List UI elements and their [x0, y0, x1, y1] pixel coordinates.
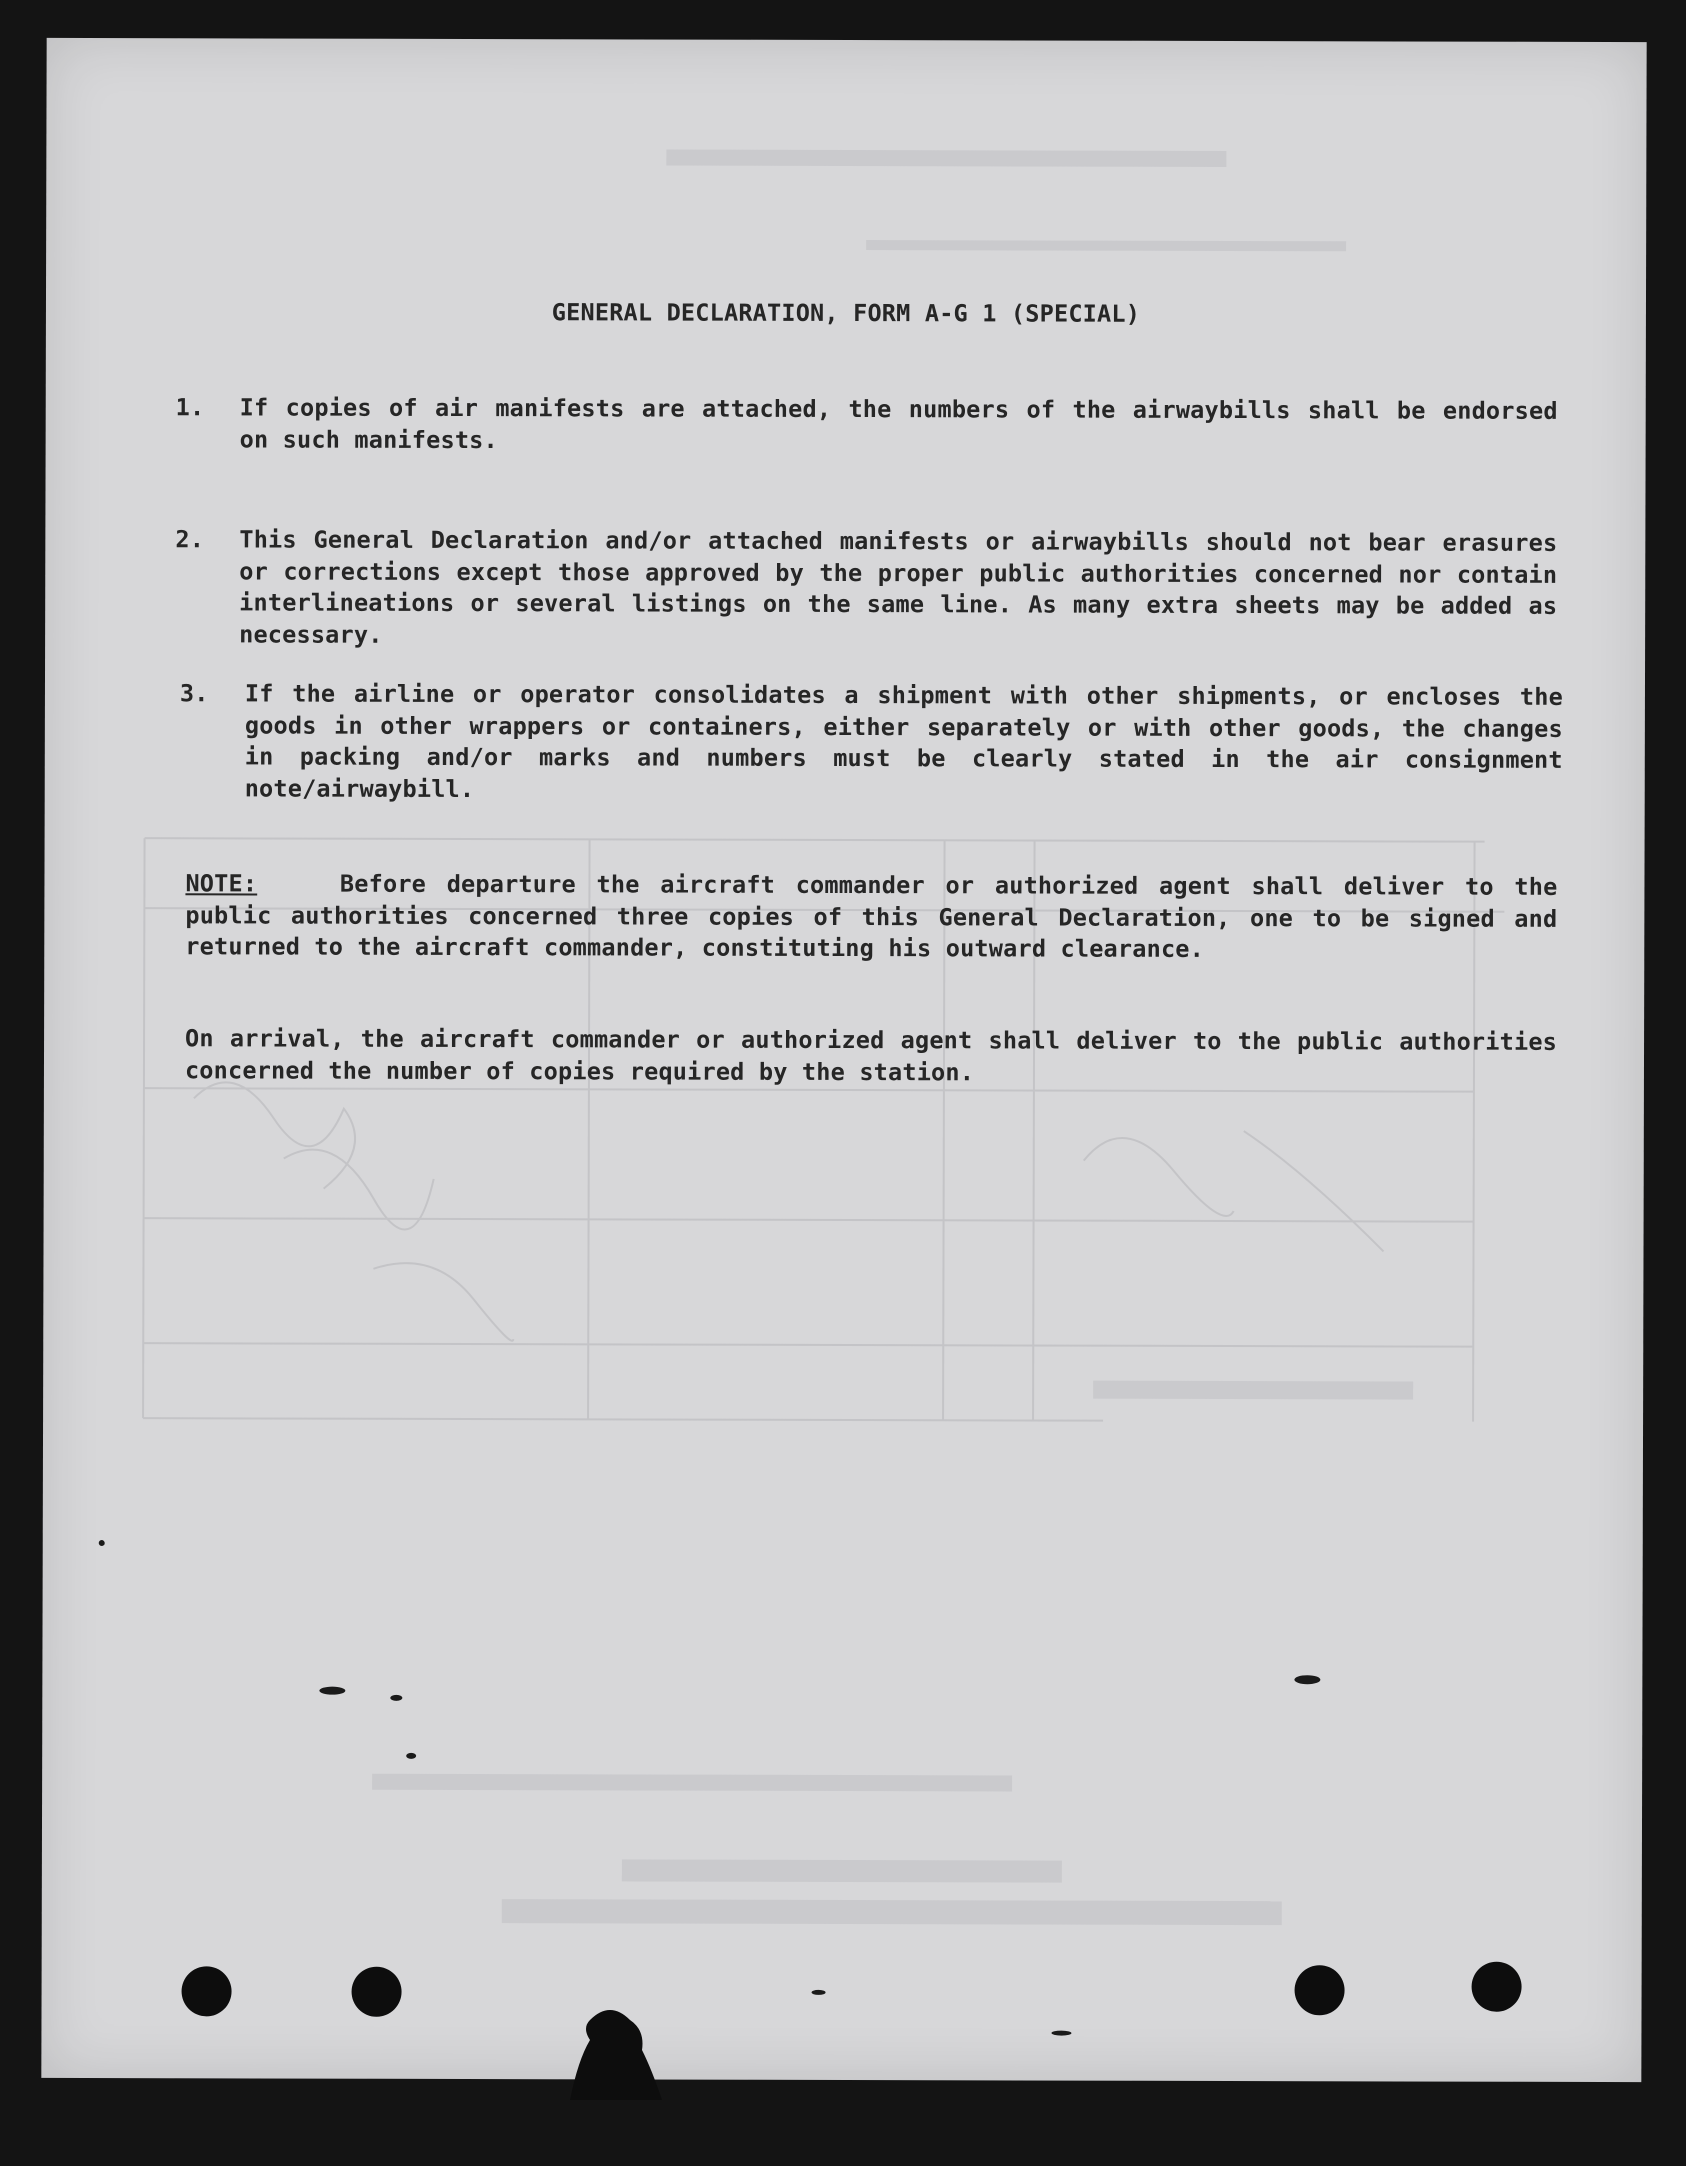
ink-speck — [99, 1540, 105, 1546]
list-item-number: 3. — [179, 679, 209, 708]
list-item-number: 2. — [175, 525, 205, 554]
ink-speck — [390, 1695, 402, 1701]
note-paragraph — [185, 868, 1557, 966]
document-page — [41, 38, 1646, 2082]
ink-speck — [319, 1687, 345, 1695]
list-item-text: This General Declaration and/or attached manifests or airwaybills should not bear erasures or corrections except those approved by the proper public authorities concerned nor contain interlineations or several listings on the same line. As many extra sheets may be added as necessary. — [239, 525, 1558, 649]
punch-hole — [181, 1966, 231, 2016]
ink-speck — [406, 1753, 416, 1759]
list-item-number: 1. — [175, 393, 205, 422]
punch-hole — [1472, 1962, 1522, 2012]
list-item-text: If copies of air manifests are attached, the numbers of the airwaybills shall be endorsed on such manifests. — [239, 393, 1558, 454]
note-label: NOTE: — [185, 869, 258, 898]
punch-hole — [1295, 1965, 1345, 2015]
arrival-paragraph: On arrival, the aircraft commander or authorized agent shall deliver to the public authorities concerned the number of copies required by the station. — [184, 1024, 1558, 1086]
list-item-text: If the airline or operator consolidates a shipment with other shipments, or encloses the goods in other wrappers or containers, either separately or with other goods, the changes in packing and/or marks and numbers must be clearly stated in the air consignment note/airwaybill. — [244, 679, 1563, 803]
ink-speck — [1051, 2031, 1071, 2036]
torn-edge-blotch — [560, 2000, 680, 2100]
note-text: Before departure the aircraft commander or authorized agent shall deliver to the public authorities concerned three copies of this General Declaration, one to be signed and returned to the aircraft commander, constituting his outward clearance. — [185, 869, 1558, 963]
punch-hole — [351, 1967, 401, 2017]
ink-speck — [812, 1990, 826, 1995]
document-title: GENERAL DECLARATION, FORM A-G 1 (SPECIAL) — [551, 298, 1141, 328]
ink-speck — [1294, 1675, 1320, 1684]
